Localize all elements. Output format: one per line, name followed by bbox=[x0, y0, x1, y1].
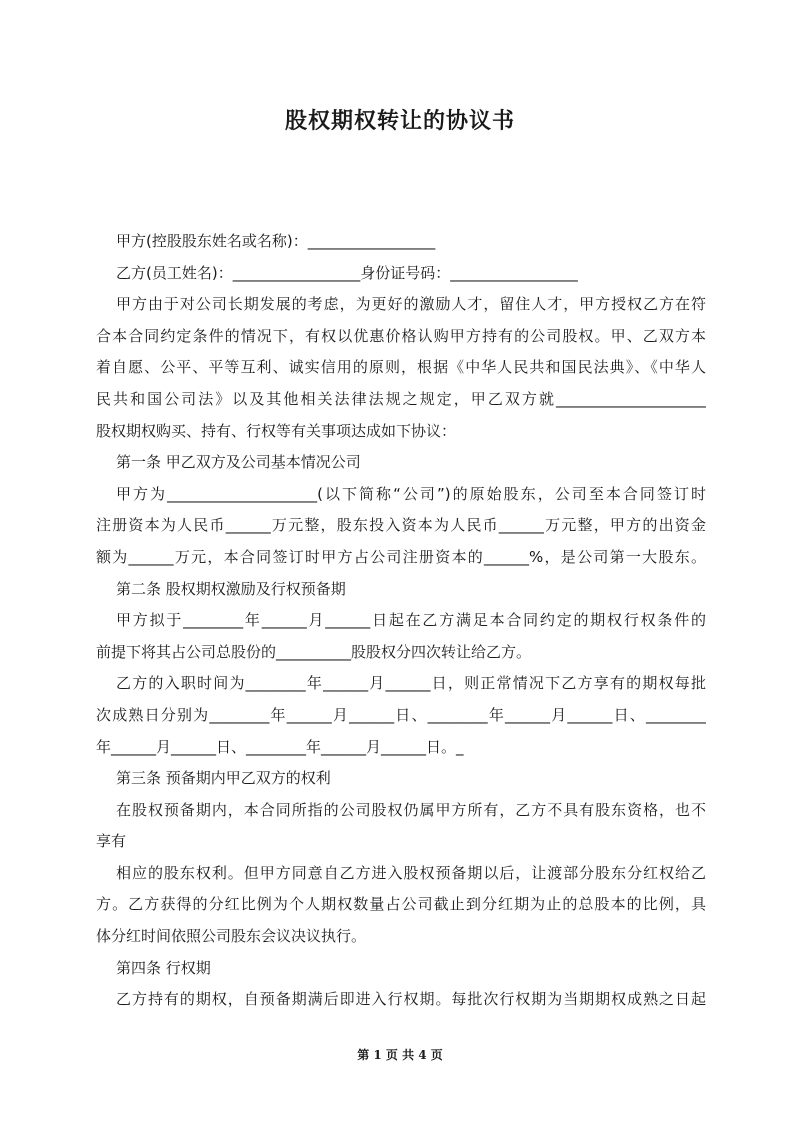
body-line: 在股权预备期内，本合同所指的公司股权仍属甲方所有，乙方不具有股东资格，也不 bbox=[116, 800, 706, 819]
body-line: 第三条 预备期内甲乙双方的权利 bbox=[116, 769, 331, 788]
body-line: 次成熟日分别为________年______月______日、________年______月______日、________ bbox=[96, 705, 706, 724]
body-line: 注册资本为人民币______万元整，股东投入资本为人民币______万元整，甲方的出资金 bbox=[96, 516, 706, 535]
body-line: 合本合同约定条件的情况下，有权以优惠价格认购甲方持有的公司股权。甲、乙双方本 bbox=[96, 326, 706, 345]
body-line: 年______月______日、________年______月______日。_ bbox=[96, 737, 464, 756]
body-line: 甲方由于对公司长期发展的考虑，为更好的激励人才，留住人才，甲方授权乙方在符 bbox=[116, 295, 706, 314]
document-body bbox=[96, 229, 706, 1019]
body-line: 甲方(控股股东姓名或名称)：_________________ bbox=[116, 232, 436, 250]
body-line: 甲方为____________________(以下简称“公司”)的原始股东，公司至本合同签订时 bbox=[116, 484, 706, 503]
body-line: 股权期权购买、持有、行权等有关事项达成如下协议： bbox=[96, 421, 457, 440]
document-title: 股权期权转让的协议书 bbox=[284, 109, 515, 134]
body-line: 乙方(员工姓名)：_________________身份证号码：_________________ bbox=[116, 263, 578, 282]
page-number: 第 1 页 共 4 页 bbox=[357, 1048, 443, 1062]
body-line: 民共和国公司法》以及其他相关法律法规之规定，甲乙双方就____________________ bbox=[96, 389, 706, 408]
body-line: 前提下将其占公司总股份的__________股股权分四次转让给乙方。 bbox=[96, 642, 532, 661]
body-line: 方。乙方获得的分红比例为个人期权数量占公司截止到分红期为止的总股本的比例，具 bbox=[96, 895, 706, 914]
body-line: 第二条 股权期权激励及行权预备期 bbox=[116, 579, 346, 598]
body-line: 乙方持有的期权，自预备期满后即进入行权期。每批次行权期为当期期权成熟之日起 bbox=[116, 990, 706, 1009]
body-line: 相应的股东权利。但甲方同意自乙方进入股权预备期以后，让渡部分股东分红权给乙 bbox=[116, 863, 706, 882]
body-line: 享有 bbox=[96, 832, 127, 851]
body-line: 第一条 甲乙双方及公司基本情况公司 bbox=[116, 453, 361, 472]
body-line: 体分红时间依照公司股东会议决议执行。 bbox=[96, 927, 367, 946]
body-line: 额为______万元，本合同签订时甲方占公司注册资本的______%，是公司第一大股东。 bbox=[96, 547, 706, 566]
body-line: 第四条 行权期 bbox=[116, 958, 211, 977]
body-line: 着自愿、公平、平等互利、诚实信用的原则，根据《中华人民共和国民法典》、《中华人 bbox=[96, 358, 706, 377]
body-line: 乙方的入职时间为________年______月______日，则正常情况下乙方享有的期权每批 bbox=[116, 674, 706, 693]
body-line: 甲方拟于________年______月______日起在乙方满足本合同约定的期权行权条件的 bbox=[116, 611, 706, 630]
